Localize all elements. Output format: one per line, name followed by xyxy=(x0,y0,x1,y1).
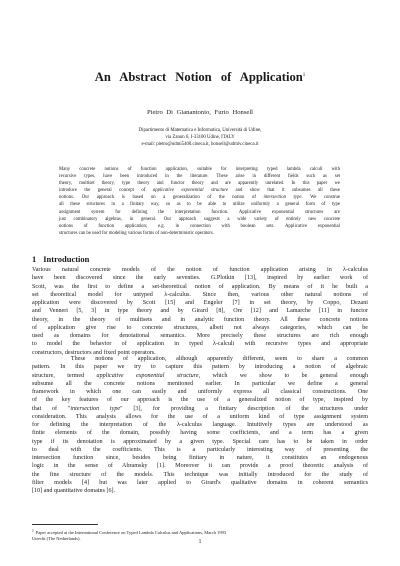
abstract-line: structures can be used for modeling various forms of non-deterministic operators. xyxy=(59,230,214,236)
body-line: to deal with the coefficients. This is a particularly interesting way of presenting the xyxy=(32,446,368,453)
abstract-line: all these structures in a finitary way, so as to be able to utilize uniformly a general form of type xyxy=(59,202,340,208)
abstract-line: assignment system for defining the interpretation function. Applicative exponential structures are xyxy=(59,209,340,215)
body-line: application were discovered by Scott [15] and Engeler [7] in set theory, by Coppo, Dezani xyxy=(32,300,368,306)
body-line: used as domains for denotational semantics. More precisely these structures are rich enough xyxy=(32,333,368,339)
body-line: framework in which one can easily and uniformly express all classical constructions. One xyxy=(32,389,368,395)
body-line: of the key features of our approach is the use of a generalized notion of type, inspired by xyxy=(32,397,368,404)
section-title: Introduction xyxy=(43,254,90,264)
body-line: consideration. This analysis allows for the use of a uniform kind of type assignment system xyxy=(32,413,368,420)
abstract-line: Many concrete notions of function application, suitable for interpreting typed lambda calculi with xyxy=(59,167,340,172)
body-line: and Venneri [5, 3] in type theory and by Girard [8], Ore [12] and Lamarche [11] in functor xyxy=(32,308,368,315)
paragraph-1 xyxy=(32,266,368,357)
body-line: of application give rise to concrete structures, albeit not always categories, which can be xyxy=(32,324,368,331)
affiliation-email: e-mail: pietro@udmi5400.cineca.it, honsell@udmiv.cineca.it xyxy=(141,142,259,148)
abstract-line: notions of function application; e.g. in connection with boolean sets. Applicative exponential xyxy=(59,223,340,229)
footnote-mark: 1 xyxy=(32,529,34,533)
body-line: have been discovered since the early seventies. G.Plotkin [13], inspired by earlier work of xyxy=(32,275,368,282)
title-text: An Abstract Notion of Application xyxy=(94,70,303,84)
body-line: Various natural concrete models of the notion of function application arising in λ-calculus xyxy=(32,267,368,273)
body-line: type if its denotation is approximated by a given type. Special care has to be taken in order xyxy=(32,438,368,445)
emphasis: intersection type xyxy=(70,405,121,412)
body-line: intersection function since, besides being finitary in nature, it constitutes an endogenous xyxy=(32,455,368,461)
abstract-line: introduce the general concept of applicative exponential structure and show that it subsumes all these xyxy=(59,188,340,194)
title-footnote-mark: 1 xyxy=(302,73,306,78)
abstract-line: recursive types, have been introduced in the literature. These arise in different fields such as set xyxy=(59,174,340,180)
abstract xyxy=(59,166,340,237)
body-line: set theoretical model for untyped λ-calculus. Since then, various other natural notions of xyxy=(32,291,368,298)
body-line: finite elements of the domain, possibly having some coefficients, and a term has a given xyxy=(32,430,368,437)
footnote-rule xyxy=(32,524,98,525)
affiliation xyxy=(0,127,400,148)
body-line: to model the behavior of application in typed λ-calculi with recursive types and appropriate xyxy=(32,341,368,348)
section-number: 1 xyxy=(32,254,37,264)
abstract-line: notions. Our approach is based on a generalization of the notion of intersection type. We construe xyxy=(59,195,340,201)
abstract-line: just combinatory algebras, in general. Our approach suggests a wide variety of entirely new concrete xyxy=(59,216,340,222)
emphasis: intersection type xyxy=(263,195,302,201)
body-line: filter models [4] but was later applied to Girard's qualitative domains in coherent semantics xyxy=(32,479,368,486)
paragraph-2 xyxy=(32,355,368,495)
body-line: the fine structure of the models. This technique was initially introduced for the study of xyxy=(32,471,368,478)
footnote-line xyxy=(32,528,332,536)
body-line: for defining the interpretation of the λ-calculus language. Intuitively types are understood as xyxy=(32,422,368,428)
footnote-text: Paper accepted at the International Conference on Typed Lambda Calculus and Applications, March 1993 xyxy=(35,530,227,535)
body-line: theory, in the theory of multisets and in analytic function theory. All these concrete notions xyxy=(32,316,368,323)
authors: Pietro Di Gianantonio, Furio Honsell xyxy=(147,109,253,116)
footnote-line: Utrecht (The Netherlands). xyxy=(32,536,81,542)
emphasis: applicative exponential structure xyxy=(96,372,199,379)
affiliation-line: via Zanon 6, I-33100 Udine, ITALY xyxy=(165,135,235,141)
body-line: structure, termed applicative exponential structure, which we show to be general enough xyxy=(32,372,368,379)
body-line: [10] and quantitative domains [6]. xyxy=(32,488,116,494)
abstract-line: theory, multiset theory, type theory and functor theory and are apparently unrelated. In this paper we xyxy=(59,181,340,187)
paper-title xyxy=(0,70,400,85)
affiliation-line: Dipartimento di Matematica e Informatica, Università di Udine, xyxy=(138,128,262,133)
body-line: that of "intersection type" [3], for providing a finitary description of the structures under xyxy=(32,405,368,412)
body-line: logic in the sense of Abramsky [1]. Moreover it can provide a proof theoretic analysis of xyxy=(32,463,368,470)
section-heading xyxy=(32,254,89,264)
body-line: Scott, was the first to define a set-theoretical notion of application. By means of it he built a xyxy=(32,283,368,290)
body-line: pattern. In this paper we try to capture this pattern by introducing a notion of algebraic xyxy=(32,364,368,371)
emphasis: applicative exponential structure xyxy=(152,188,229,194)
body-line: subsume all the concrete notions mentioned earlier. In particular we define a general xyxy=(32,380,368,387)
page-number: 1 xyxy=(198,539,202,545)
body-line: constructors, destructors and fixed point operators. xyxy=(32,349,156,356)
body-line: These notions of application, although apparently different, seem to share a common xyxy=(32,356,368,362)
